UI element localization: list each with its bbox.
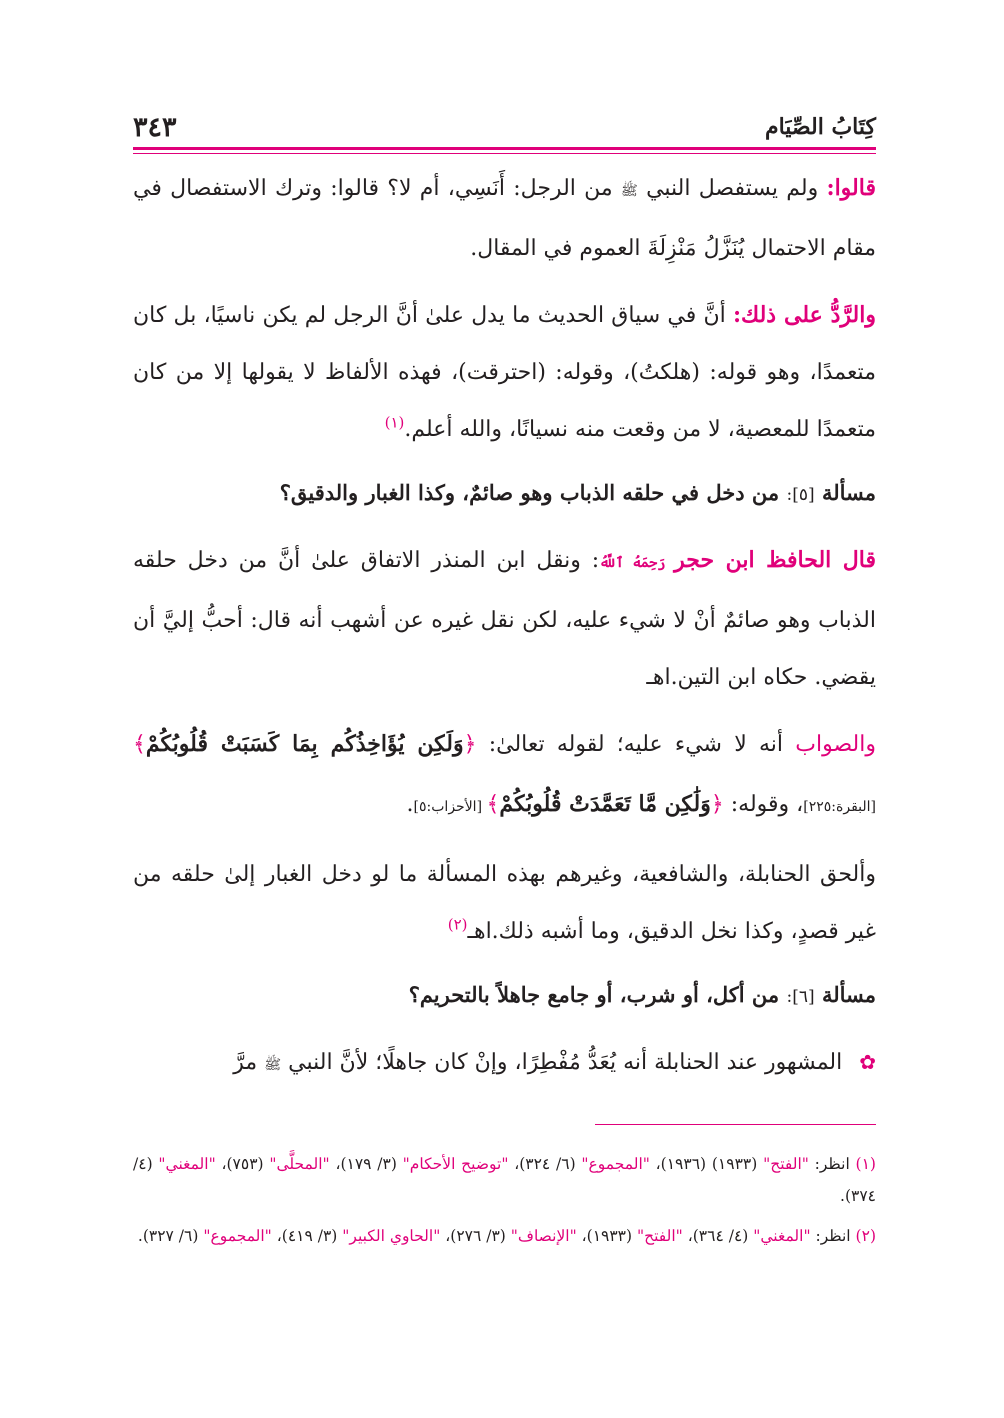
source-title: "الفتح": [637, 1227, 683, 1245]
source-title: "المغني": [158, 1155, 216, 1173]
paragraph-text: ولم يستفصل النبي: [637, 176, 827, 201]
source-title: "المجموع": [581, 1155, 650, 1173]
paragraph-text: ، وقوله:: [723, 792, 804, 817]
paragraph-1: [133, 160, 876, 277]
flower-ornament-icon: ✿: [859, 1050, 876, 1074]
quran-open-bracket: ﴿: [710, 792, 724, 817]
issue-heading-6: [133, 970, 876, 1022]
footnote-2: [133, 1220, 876, 1252]
paragraph-label: قال الحافظ ابن حجر: [674, 547, 877, 573]
footnote-text: (٦/ ٣٢٧).: [137, 1227, 204, 1245]
footnote-text: (٣/ ٤١٩)،: [271, 1227, 343, 1245]
heading-number: [٦]:: [786, 987, 815, 1007]
paragraph-4: [133, 716, 876, 836]
paragraph-text: من الرجل: أَنَسِي، أم لا؟ قالوا: وترك الاستفصال في مقام الاحتمال يُنَزَّلُ مَنْزِلَةَ العموم في المقال.: [133, 176, 876, 261]
main-text: [133, 160, 876, 1104]
source-title: "الإنصاف": [510, 1227, 577, 1245]
footnote-text: (٣/ ١٧٩)،: [329, 1155, 403, 1173]
footnote-separator: [595, 1124, 876, 1125]
footnote-text: انظر:: [808, 1155, 856, 1173]
source-title: "الفتح": [763, 1155, 809, 1173]
footnote-ref: (٢): [447, 915, 468, 934]
paragraph-6: [133, 1034, 876, 1094]
footnote-ref: (١): [384, 413, 405, 432]
source-title: "المغني": [753, 1227, 811, 1245]
paragraph-text: أنَّ في سياق الحديث ما يدل علىٰ أنَّ الرجل لم يكن ناسيًا، بل كان متعمدًا، وهو قوله: (هلكتُ)، وقوله: (احترقت)، فهذه الألفاظ لا يقولها إلا من كان متعمدًا للمعصية، لا من وقعت منه نسيانًا، والله أعلم.: [133, 303, 876, 442]
heading-label: مسألة: [821, 480, 876, 505]
salawat-icon: ﷺ: [620, 183, 638, 199]
header-rule-thick: [133, 147, 876, 150]
quran-close-bracket: ﴾: [133, 732, 146, 757]
footnote-text: (٧٥٣)،: [215, 1155, 270, 1173]
quran-verse: وَلَكِن يُؤَاخِذُكُم بِمَا كَسَبَتْ قُلُوبُكُمْ: [145, 731, 464, 757]
running-title: كِتَابُ الصِّيَام: [764, 114, 876, 140]
page-number: ٣٤٣: [133, 112, 177, 143]
footnote-1: [133, 1148, 876, 1212]
source-title: "توضيح الأحكام": [402, 1155, 509, 1173]
source-title: "المجموع": [203, 1227, 272, 1245]
paragraph-label: قالوا:: [826, 175, 876, 201]
quran-open-bracket: ﴿: [463, 732, 477, 757]
paragraph-text: أنه لا شيء عليه؛ لقوله تعالىٰ:: [476, 732, 796, 757]
paragraph-text: وألحق الحنابلة، والشافعية، وغيرهم بهذه المسألة ما لو دخل الغبار إلىٰ حلقه من غير قصدٍ، وكذا نخل الدقيق، وما أشبه ذلك.اهـ: [133, 862, 876, 944]
source-title: "المحلَّى": [269, 1155, 330, 1173]
honorific: رَحِمَهُ ٱللَّهُ: [599, 555, 675, 571]
heading-label: مسألة: [821, 982, 876, 1007]
footnote-number: (١): [855, 1155, 876, 1173]
page-header: [133, 112, 876, 150]
paragraph-label: والرَّدُّ على ذلك:: [732, 302, 876, 328]
footnote-text: (٦/ ٣٢٤)،: [508, 1155, 582, 1173]
paragraph-5: [133, 846, 876, 960]
paragraph-3: [133, 532, 876, 706]
paragraph-text: : ونقل ابن المنذر الاتفاق علىٰ أنَّ من دخل حلقه الذباب وهو صائمٌ أنْ لا شيء عليه، لكن نقل غيره عن أشهب أنه قال: أحبُّ إليَّ أن يقضي. حكاه ابن التين.اهـ: [133, 548, 876, 690]
paragraph-label: والصواب: [795, 732, 876, 757]
footnote-text: انظر:: [810, 1227, 856, 1245]
quran-close-bracket: ﴾: [486, 792, 500, 817]
footnote-text: (٤/ ٣٦٤)،: [682, 1227, 754, 1245]
paragraph-text: المشهور عند الحنابلة أنه يُعَدُّ مُفْطِرًا، وإنْ كان جاهلًا؛ لأنَّ النبي: [281, 1050, 850, 1075]
source-title: "الحاوي الكبير": [342, 1227, 441, 1245]
footnote-text: (٣/ ٢٧٦)،: [440, 1227, 511, 1245]
footnote-text: (٤/ ٣٧٤).: [133, 1155, 876, 1205]
paragraph-text: مرَّ: [233, 1050, 265, 1075]
quran-verse: وَلَٰكِن مَّا تَعَمَّدَتْ قُلُوبُكُمْ: [499, 791, 711, 817]
footnote-text: (١٩٣٣)،: [576, 1227, 637, 1245]
salawat-icon: ﷺ: [264, 1057, 282, 1073]
footnote-text: (١٩٣٣) (١٩٣٦)،: [649, 1155, 764, 1173]
paragraph-end: .: [406, 792, 414, 817]
heading-text: من دخل في حلقه الذباب وهو صائمٌ، وكذا الغبار والدقيق؟: [279, 480, 787, 505]
header-rule-thin: [133, 153, 876, 154]
issue-heading-5: [133, 468, 876, 520]
heading-number: [٥]:: [786, 485, 815, 505]
footnote-number: (٢): [855, 1227, 876, 1245]
heading-text: من أكل، أو شرب، أو جامع جاهلاً بالتحريم؟: [408, 982, 787, 1007]
verse-reference: [الأحزاب:٥]: [413, 799, 487, 815]
paragraph-2: [133, 287, 876, 458]
footnotes: [133, 1148, 876, 1260]
verse-reference: [البقرة:٢٢٥]: [803, 799, 876, 815]
